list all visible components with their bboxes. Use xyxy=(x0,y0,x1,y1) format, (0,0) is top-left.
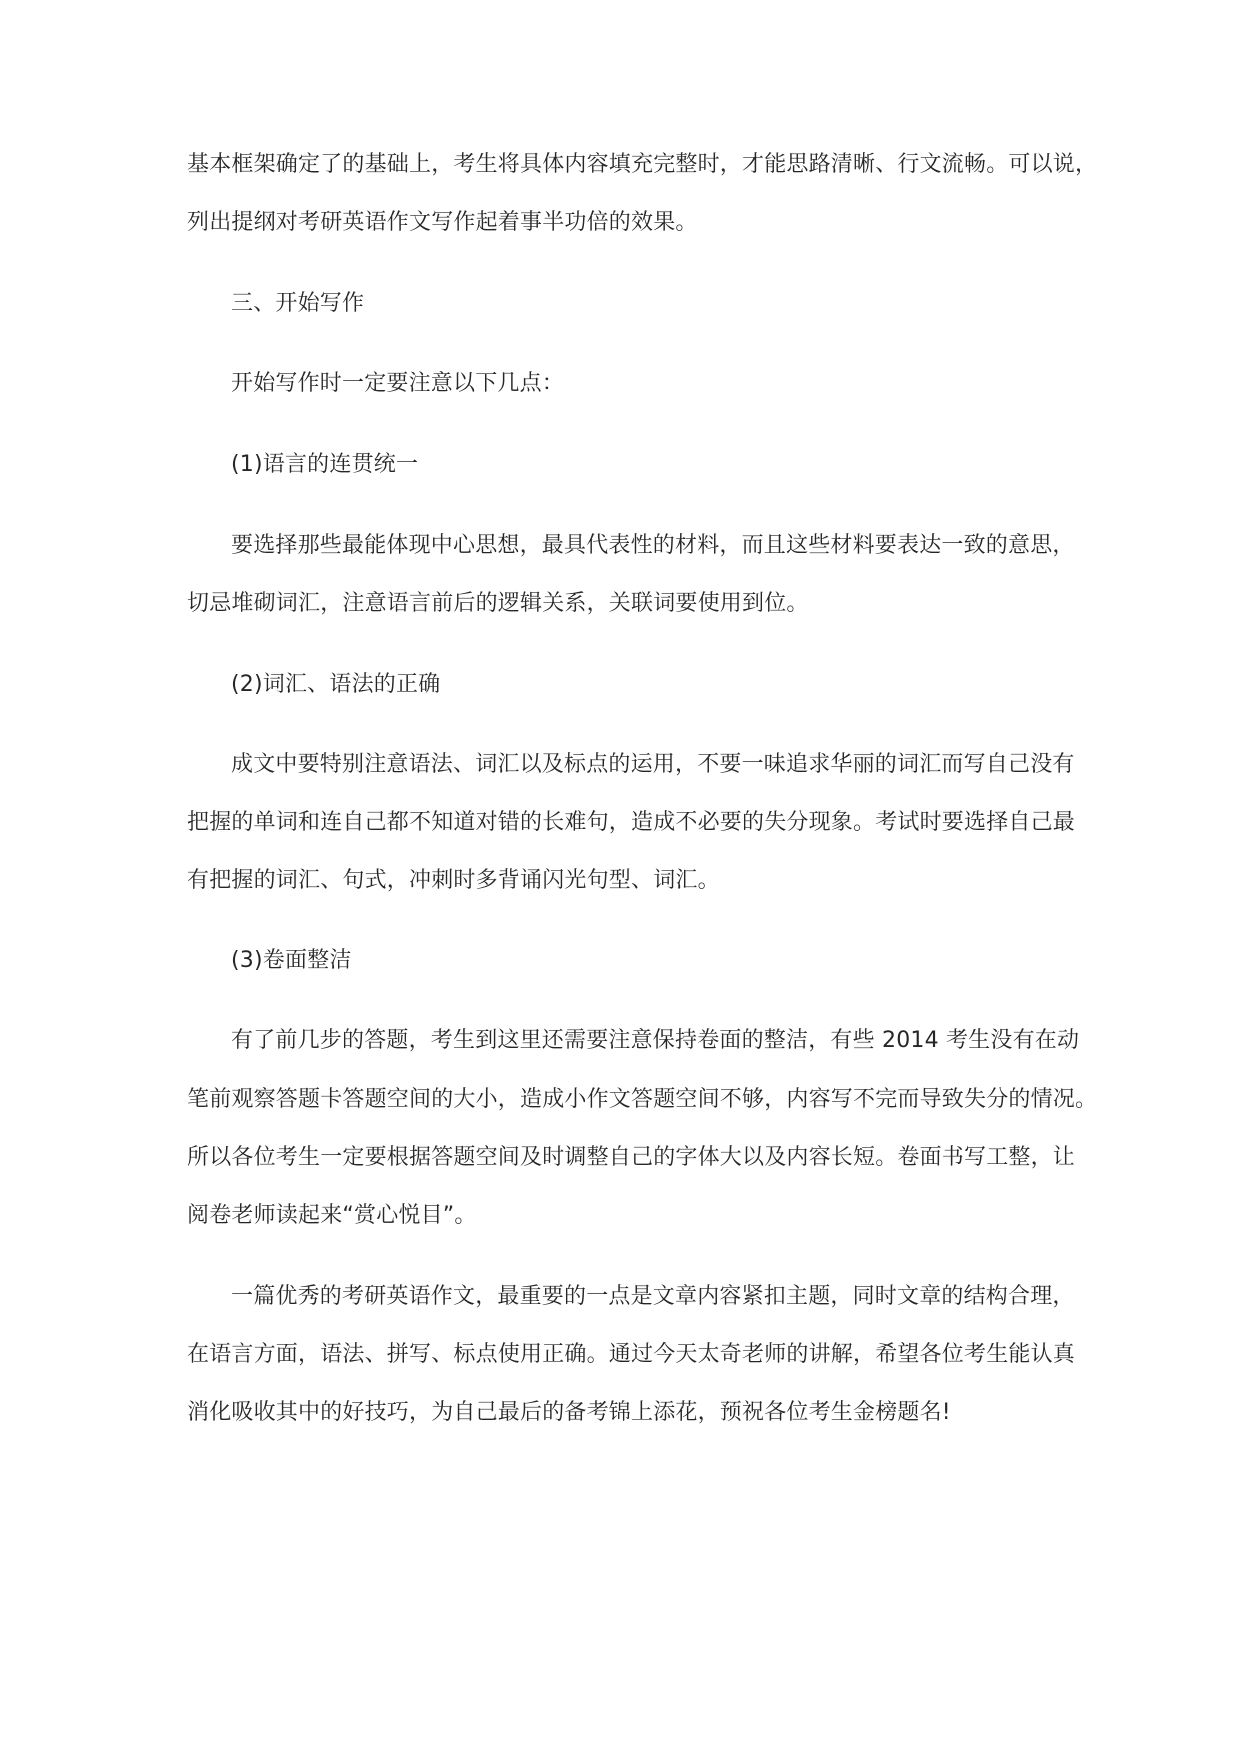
text-line: 列出提纲对考研英语作文写作起着事半功倍的效果。 xyxy=(187,210,698,235)
text-line: 有把握的词汇、句式，冲刺时多背诵闪光句型、词汇。 xyxy=(187,868,720,893)
text-line: 阅卷老师读起来“赏心悦目”。 xyxy=(187,1203,477,1228)
text-line: 消化吸收其中的好技巧，为自己最后的备考锦上添花，预祝各位考生金榜题名! xyxy=(187,1400,951,1425)
text-line: 笔前观察答题卡答题空间的大小，造成小作文答题空间不够，内容写不完而导致失分的情况。 xyxy=(187,1087,1098,1112)
section-heading: 三、开始写作 xyxy=(231,291,365,316)
text-line: 有了前几步的答题，考生到这里还需要注意保持卷面的整洁，有些 2014 考生没有在动 xyxy=(231,1028,1080,1053)
text-line: 把握的单词和连自己都不知道对错的长难句，造成不必要的失分现象。考试时要选择自己最 xyxy=(187,810,1076,835)
text-line: 基本框架确定了的基础上，考生将具体内容填充完整时，才能思路清晰、行文流畅。可以说， xyxy=(187,152,1098,177)
subsection-heading: (1)语言的连贯统一 xyxy=(231,452,419,477)
text-line: 成文中要特别注意语法、词汇以及标点的运用，不要一味追求华丽的词汇而写自己没有 xyxy=(231,752,1075,777)
text-line: 要选择那些最能体现中心思想，最具代表性的材料，而且这些材料要表达一致的意思， xyxy=(231,533,1075,558)
text-line: 在语言方面，语法、拼写、标点使用正确。通过今天太奇老师的讲解，希望各位考生能认真 xyxy=(187,1342,1076,1367)
text-line: 一篇优秀的考研英语作文，最重要的一点是文章内容紧扣主题，同时文章的结构合理， xyxy=(231,1284,1075,1309)
text-line: 切忌堆砌词汇，注意语言前后的逻辑关系，关联词要使用到位。 xyxy=(187,591,809,616)
subsection-heading: (3)卷面整洁 xyxy=(231,948,352,973)
text-line: 所以各位考生一定要根据答题空间及时调整自己的字体大以及内容长短。卷面书写工整，让 xyxy=(187,1145,1076,1170)
subsection-heading: (2)词汇、语法的正确 xyxy=(231,672,441,697)
text-line: 开始写作时一定要注意以下几点： xyxy=(231,371,565,396)
